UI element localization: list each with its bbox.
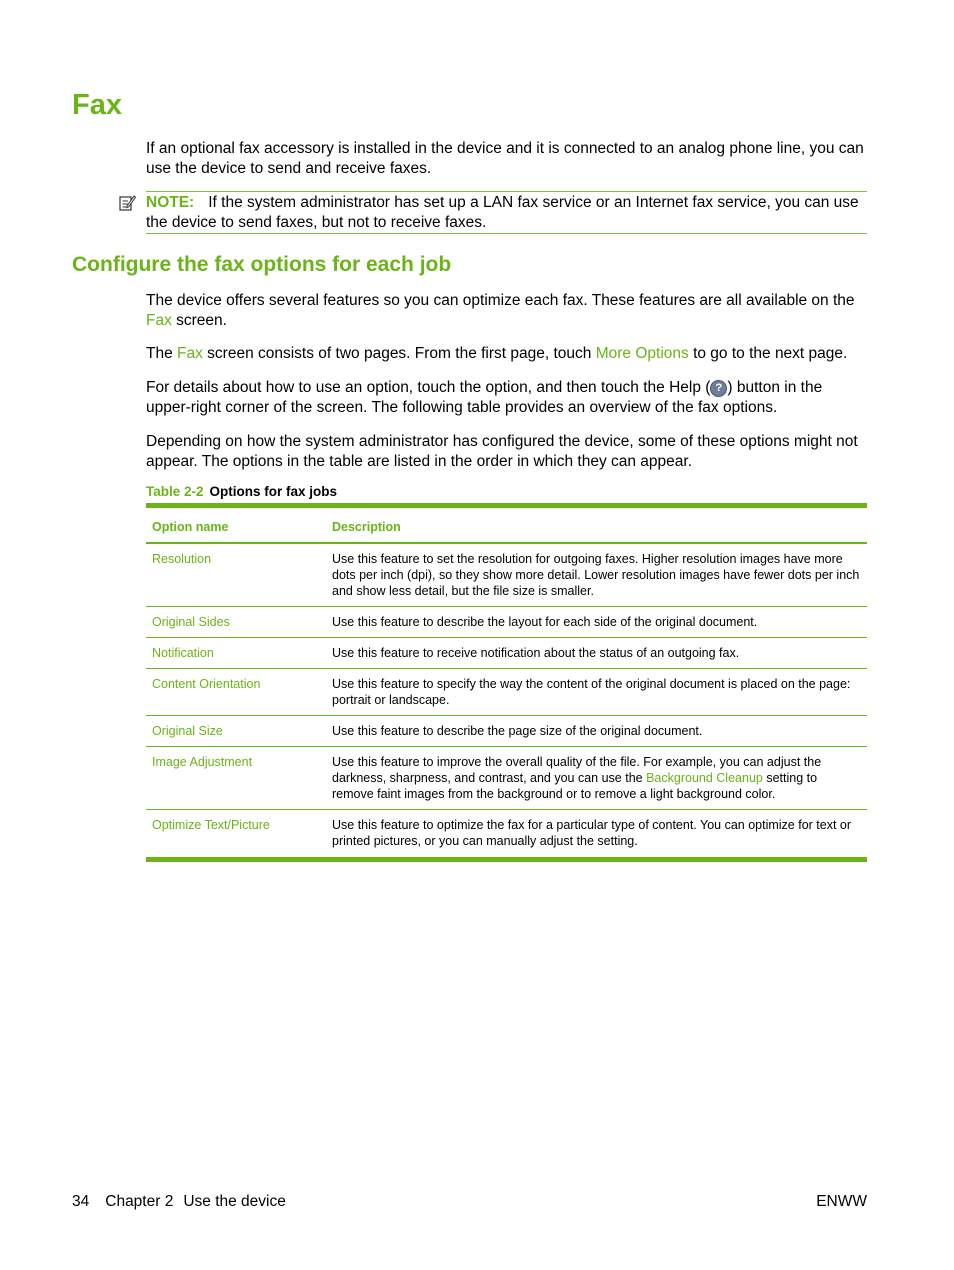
table-row xyxy=(146,638,867,669)
note-icon xyxy=(118,194,136,212)
table-row xyxy=(146,716,867,747)
option-name: Content Orientation xyxy=(146,669,326,716)
table-row xyxy=(146,747,867,810)
option-name: Image Adjustment xyxy=(146,747,326,810)
header-option-name: Option name xyxy=(146,506,326,544)
option-description: Use this feature to describe the layout for each side of the original document. xyxy=(326,607,867,638)
option-name: Original Size xyxy=(146,716,326,747)
note-box xyxy=(146,191,867,234)
table-caption xyxy=(146,484,337,499)
page-number: 34 xyxy=(72,1193,90,1210)
table-row xyxy=(146,607,867,638)
note-text: If the system administrator has set up a LAN fax service or an Internet fax service, you can use the device to send faxes, but not to receive faxes. xyxy=(146,194,859,231)
table-row xyxy=(146,669,867,716)
header-description: Description xyxy=(326,506,867,544)
table-row xyxy=(146,543,867,607)
more-options-link: More Options xyxy=(595,345,689,362)
section-heading: Configure the fax options for each job xyxy=(72,253,452,276)
footer-locale: ENWW xyxy=(816,1193,867,1210)
help-paragraph: For details about how to use an option, touch the option, and then touch the Help ( ? ) button in the upper-right corner of the screen. The following table provides an overview of the fax options. xyxy=(146,379,823,416)
table-caption-title: Options for fax jobs xyxy=(209,484,338,499)
fax-options-table xyxy=(146,503,867,862)
table-caption-number: Table 2-2 xyxy=(146,484,204,499)
option-name: Resolution xyxy=(146,543,326,607)
fax-screen-link: Fax xyxy=(177,345,203,362)
page-footer xyxy=(72,1193,286,1211)
option-name: Notification xyxy=(146,638,326,669)
features-paragraph: The device offers several features so you can optimize each fax. These features are all available on the Fax screen. xyxy=(146,292,855,329)
intro-paragraph: If an optional fax accessory is installed in the device and it is connected to an analog phone line, you can use the device to send and receive faxes. xyxy=(146,140,864,177)
option-description: Use this feature to improve the overall quality of the file. For example, you can adjust the darkness, sharpness, and contrast, and you can use the Background Cleanup setting to remove faint images from the background or to remove a light background color. xyxy=(326,747,867,810)
page-title: Fax xyxy=(72,89,122,121)
option-description: Use this feature to receive notification about the status of an outgoing fax. xyxy=(326,638,867,669)
background-cleanup-link: Background Cleanup xyxy=(646,771,763,785)
chapter-title: Use the device xyxy=(183,1193,286,1210)
table-header-row xyxy=(146,506,867,544)
option-name: Optimize Text/Picture xyxy=(152,818,270,832)
option-description: Use this feature to optimize the fax for a particular type of content. You can optimize for text or printed pictures, or you can manually adjust the setting. xyxy=(332,818,852,848)
option-description: Use this feature to specify the way the content of the original document is placed on the page: portrait or landscape. xyxy=(326,669,867,716)
option-description: Use this feature to describe the page size of the original document. xyxy=(326,716,867,747)
pages-paragraph: The Fax screen consists of two pages. From the first page, touch More Options to go to the next page. xyxy=(146,345,848,362)
chapter-label: Chapter 2 xyxy=(105,1193,174,1210)
option-name: Original Sides xyxy=(146,607,326,638)
admin-paragraph: Depending on how the system administrator has configured the device, some of these options might not appear. The options in the table are listed in the order in which they can appear. xyxy=(146,433,858,470)
fax-screen-link: Fax xyxy=(146,311,172,329)
help-icon: ? xyxy=(710,380,727,397)
table-row xyxy=(146,810,867,860)
note-label: NOTE: xyxy=(146,194,195,211)
option-description: Use this feature to set the resolution for outgoing faxes. Higher resolution images have more dots per inch (dpi), so they show more detail. Lower resolution images have fewer dots per inch and show less detail, but the file size is smaller. xyxy=(326,543,867,607)
